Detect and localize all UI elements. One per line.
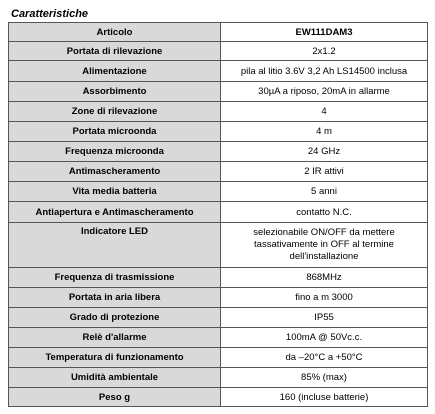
row-value: 4 m [221, 122, 428, 142]
row-label: Portata microonda [9, 122, 221, 142]
table-row [9, 122, 428, 142]
table-row [9, 328, 428, 348]
row-label: Grado di protezione [9, 308, 221, 328]
table-row [9, 308, 428, 328]
row-value: 5 anni [221, 182, 428, 202]
table-row [9, 202, 428, 223]
row-value: 2 IR attivi [221, 162, 428, 182]
row-value: IP55 [221, 308, 428, 328]
row-value: 24 GHz [221, 142, 428, 162]
row-label: Articolo [9, 23, 221, 42]
table-row [9, 102, 428, 122]
row-label: Temperatura di funzionamento [9, 348, 221, 368]
row-label: Frequenza microonda [9, 142, 221, 162]
row-value: 4 [221, 102, 428, 122]
row-value: 868MHz [221, 268, 428, 288]
row-value: 85% (max) [221, 368, 428, 388]
table-row [9, 348, 428, 368]
table-row [9, 23, 428, 42]
table-row [9, 223, 428, 268]
row-label: Indicatore LED [9, 223, 221, 268]
row-value: pila al litio 3.6V 3,2 Ah LS14500 inclusa [221, 61, 428, 82]
row-value: 30µA a riposo, 20mA in allarme [221, 82, 428, 102]
row-value: selezionabile ON/OFF da mettere tassativamente in OFF al termine dell'installazione [221, 223, 428, 268]
table-row [9, 368, 428, 388]
table-row [9, 142, 428, 162]
row-label: Frequenza di trasmissione [9, 268, 221, 288]
table-row [9, 288, 428, 308]
table-row [9, 162, 428, 182]
row-label: Portata di rilevazione [9, 42, 221, 61]
table-row [9, 61, 428, 82]
table-row [9, 42, 428, 61]
section-title: Caratteristiche [11, 8, 89, 20]
specifications-table [8, 22, 428, 407]
row-label: Zone di rilevazione [9, 102, 221, 122]
table-row [9, 182, 428, 202]
row-label: Portata in aria libera [9, 288, 221, 308]
row-value: 2x1.2 [221, 42, 428, 61]
row-value: contatto N.C. [221, 202, 428, 223]
row-value: EW111DAM3 [221, 23, 428, 42]
row-label: Peso g [9, 388, 221, 407]
row-label: Antimascheramento [9, 162, 221, 182]
row-value: 100mA @ 50Vc.c. [221, 328, 428, 348]
table-row [9, 268, 428, 288]
row-label: Assorbimento [9, 82, 221, 102]
row-label: Umidità ambientale [9, 368, 221, 388]
row-label: Alimentazione [9, 61, 221, 82]
row-label: Relè d'allarme [9, 328, 221, 348]
row-label: Antiapertura e Antimascheramento [9, 202, 221, 223]
row-value: da –20°C a +50°C [221, 348, 428, 368]
row-value: fino a m 3000 [221, 288, 428, 308]
table-row [9, 82, 428, 102]
table-row [9, 388, 428, 407]
row-value: 160 (incluse batterie) [221, 388, 428, 407]
row-label: Vita media batteria [9, 182, 221, 202]
